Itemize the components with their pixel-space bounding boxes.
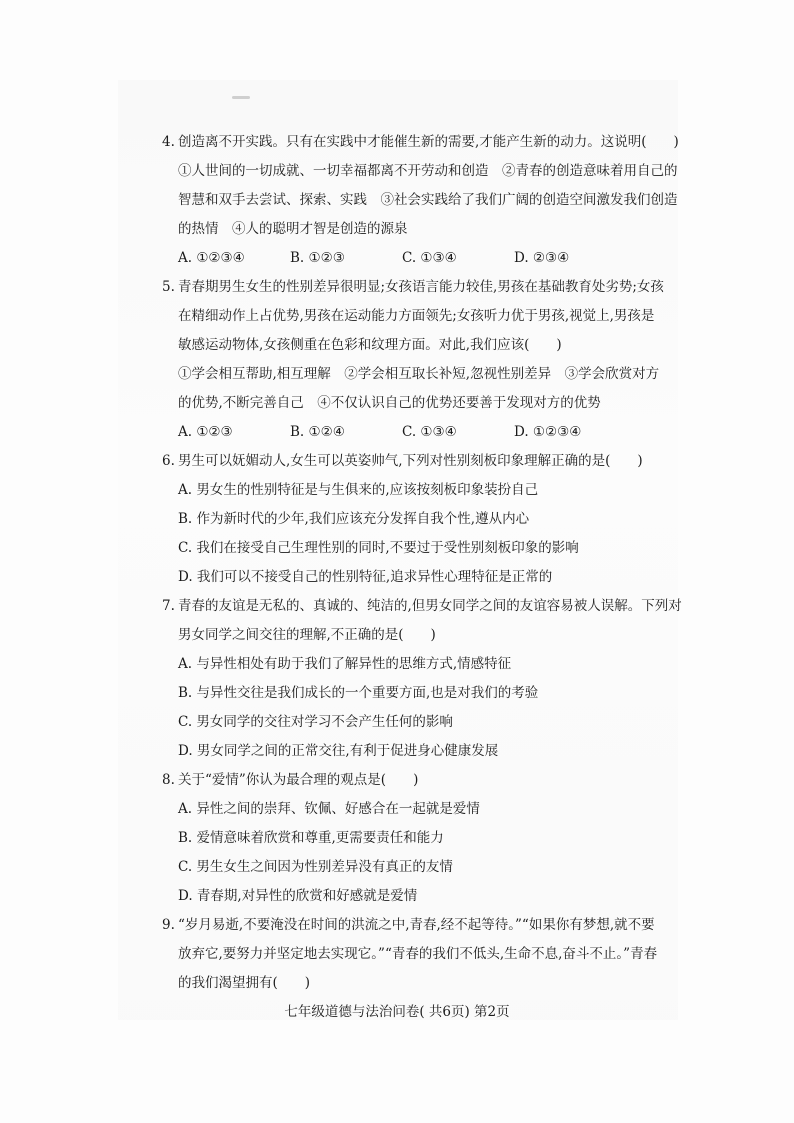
question-8	[162, 766, 642, 911]
stem-line: 青春期男生女生的性别差异很明显;女孩语言能力较佳,男孩在基础教育处劣势;女孩	[178, 279, 664, 295]
stem-line: 放弃它,要努力并坚定地去实现它。”“青春的我们不低头,生命不息,奋斗不止。”青春	[178, 946, 658, 962]
option-d: D. 男女同学之间的正常交往,有利于促进身心健康发展	[178, 743, 499, 759]
option-c: C. 男生女生之间因为性别差异没有真正的友情	[178, 859, 453, 875]
stem-line: ①学会相互帮助,相互理解 ②学会相互取长补短,忽视性别差异 ③学会欣赏对方	[178, 366, 660, 382]
stem-line: 创造离不开实践。只有在实践中才能催生新的需要,才能产生新的动力。这说明( )	[178, 134, 679, 150]
stem-line: 在精细动作上占优势,男孩在运动能力方面领先;女孩听力优于男孩,视觉上,男孩是	[178, 308, 655, 324]
option-d: D. ①②③④	[514, 424, 582, 440]
question-6	[162, 447, 642, 592]
question-number: 8.	[162, 772, 175, 788]
option-b: B. ①②③	[290, 250, 345, 266]
option-b: B. 作为新时代的少年,我们应该充分发挥自我个性,遵从内心	[178, 511, 530, 527]
option-c: C. 男女同学的交往对学习不会产生任何的影响	[178, 714, 453, 730]
stem-line: “岁月易逝,不要淹没在时间的洪流之中,青春,经不起等待。”“如果你有梦想,就不要	[178, 917, 655, 933]
option-d: D. 我们可以不接受自己的性别特征,追求异性心理特征是正常的	[178, 569, 553, 585]
question-stem	[178, 273, 664, 418]
option-b: B. ①②④	[290, 424, 345, 440]
option-a: A. 与异性相处有助于我们了解异性的思维方式,情感特征	[178, 656, 512, 672]
option-a: A. ①②③④	[178, 250, 245, 266]
question-4	[162, 128, 679, 273]
question-number: 7.	[162, 598, 175, 614]
option-a: A. ①②③	[178, 424, 233, 440]
stem-line: 男生可以妩媚动人,女生可以英姿帅气,下列对性别刻板印象理解正确的是( )	[178, 453, 643, 469]
stem-line: 关于“爱情”你认为最合理的观点是( )	[178, 772, 419, 788]
stem-line: 敏感运动物体,女孩侧重在色彩和纹理方面。对此,我们应该( )	[178, 337, 562, 353]
question-stem	[178, 911, 658, 998]
question-9	[162, 911, 658, 998]
question-list	[162, 128, 682, 998]
option-a: A. 异性之间的崇拜、钦佩、好感合在一起就是爱情	[178, 801, 480, 817]
question-number: 5.	[162, 279, 175, 295]
scan-speck	[232, 96, 250, 99]
stem-line: 智慧和双手去尝试、探索、实践 ③社会实践给了我们广阔的创造空间激发我们创造	[178, 192, 678, 208]
question-stem	[178, 592, 682, 650]
option-c: C. ①③④	[402, 250, 457, 266]
question-number: 6.	[162, 453, 175, 469]
option-a: A. 男女生的性别特征是与生俱来的,应该按刻板印象装扮自己	[178, 482, 539, 498]
option-d: D. ②③④	[514, 250, 570, 266]
stem-line: 的热情 ④人的聪明才智是创造的源泉	[178, 221, 408, 237]
question-7	[162, 592, 682, 766]
stem-line: 青春的友谊是无私的、真诚的、纯洁的,但男女同学之间的友谊容易被人误解。下列对	[178, 598, 682, 614]
option-b: B. 爱情意味着欣赏和尊重,更需要责任和能力	[178, 830, 444, 846]
question-5	[162, 273, 664, 447]
option-b: B. 与异性交往是我们成长的一个重要方面,也是对我们的考验	[178, 685, 539, 701]
question-stem	[178, 128, 679, 244]
option-c: C. 我们在接受自己生理性别的同时,不要过于受性别刻板印象的影响	[178, 540, 579, 556]
question-stem	[178, 766, 642, 795]
page-footer: 七年级道德与法治问卷( 共6页) 第2页	[284, 1004, 510, 1020]
answer-options	[178, 244, 642, 273]
stem-line: 的优势,不断完善自己 ④不仅认识自己的优势还要善于发现对方的优势	[178, 395, 601, 411]
stem-line: 男女同学之间交往的理解,不正确的是( )	[178, 627, 436, 643]
stem-line: ①人世间的一切成就、一切幸福都离不开劳动和创造 ②青春的创造意味着用自己的	[178, 163, 678, 179]
question-stem	[178, 447, 642, 476]
question-number: 4.	[162, 134, 175, 150]
option-c: C. ①③④	[402, 424, 457, 440]
answer-options	[178, 418, 642, 447]
question-number: 9.	[162, 917, 175, 933]
option-d: D. 青春期,对异性的欣赏和好感就是爱情	[178, 888, 418, 904]
stem-line: 的我们渴望拥有( )	[178, 975, 311, 991]
